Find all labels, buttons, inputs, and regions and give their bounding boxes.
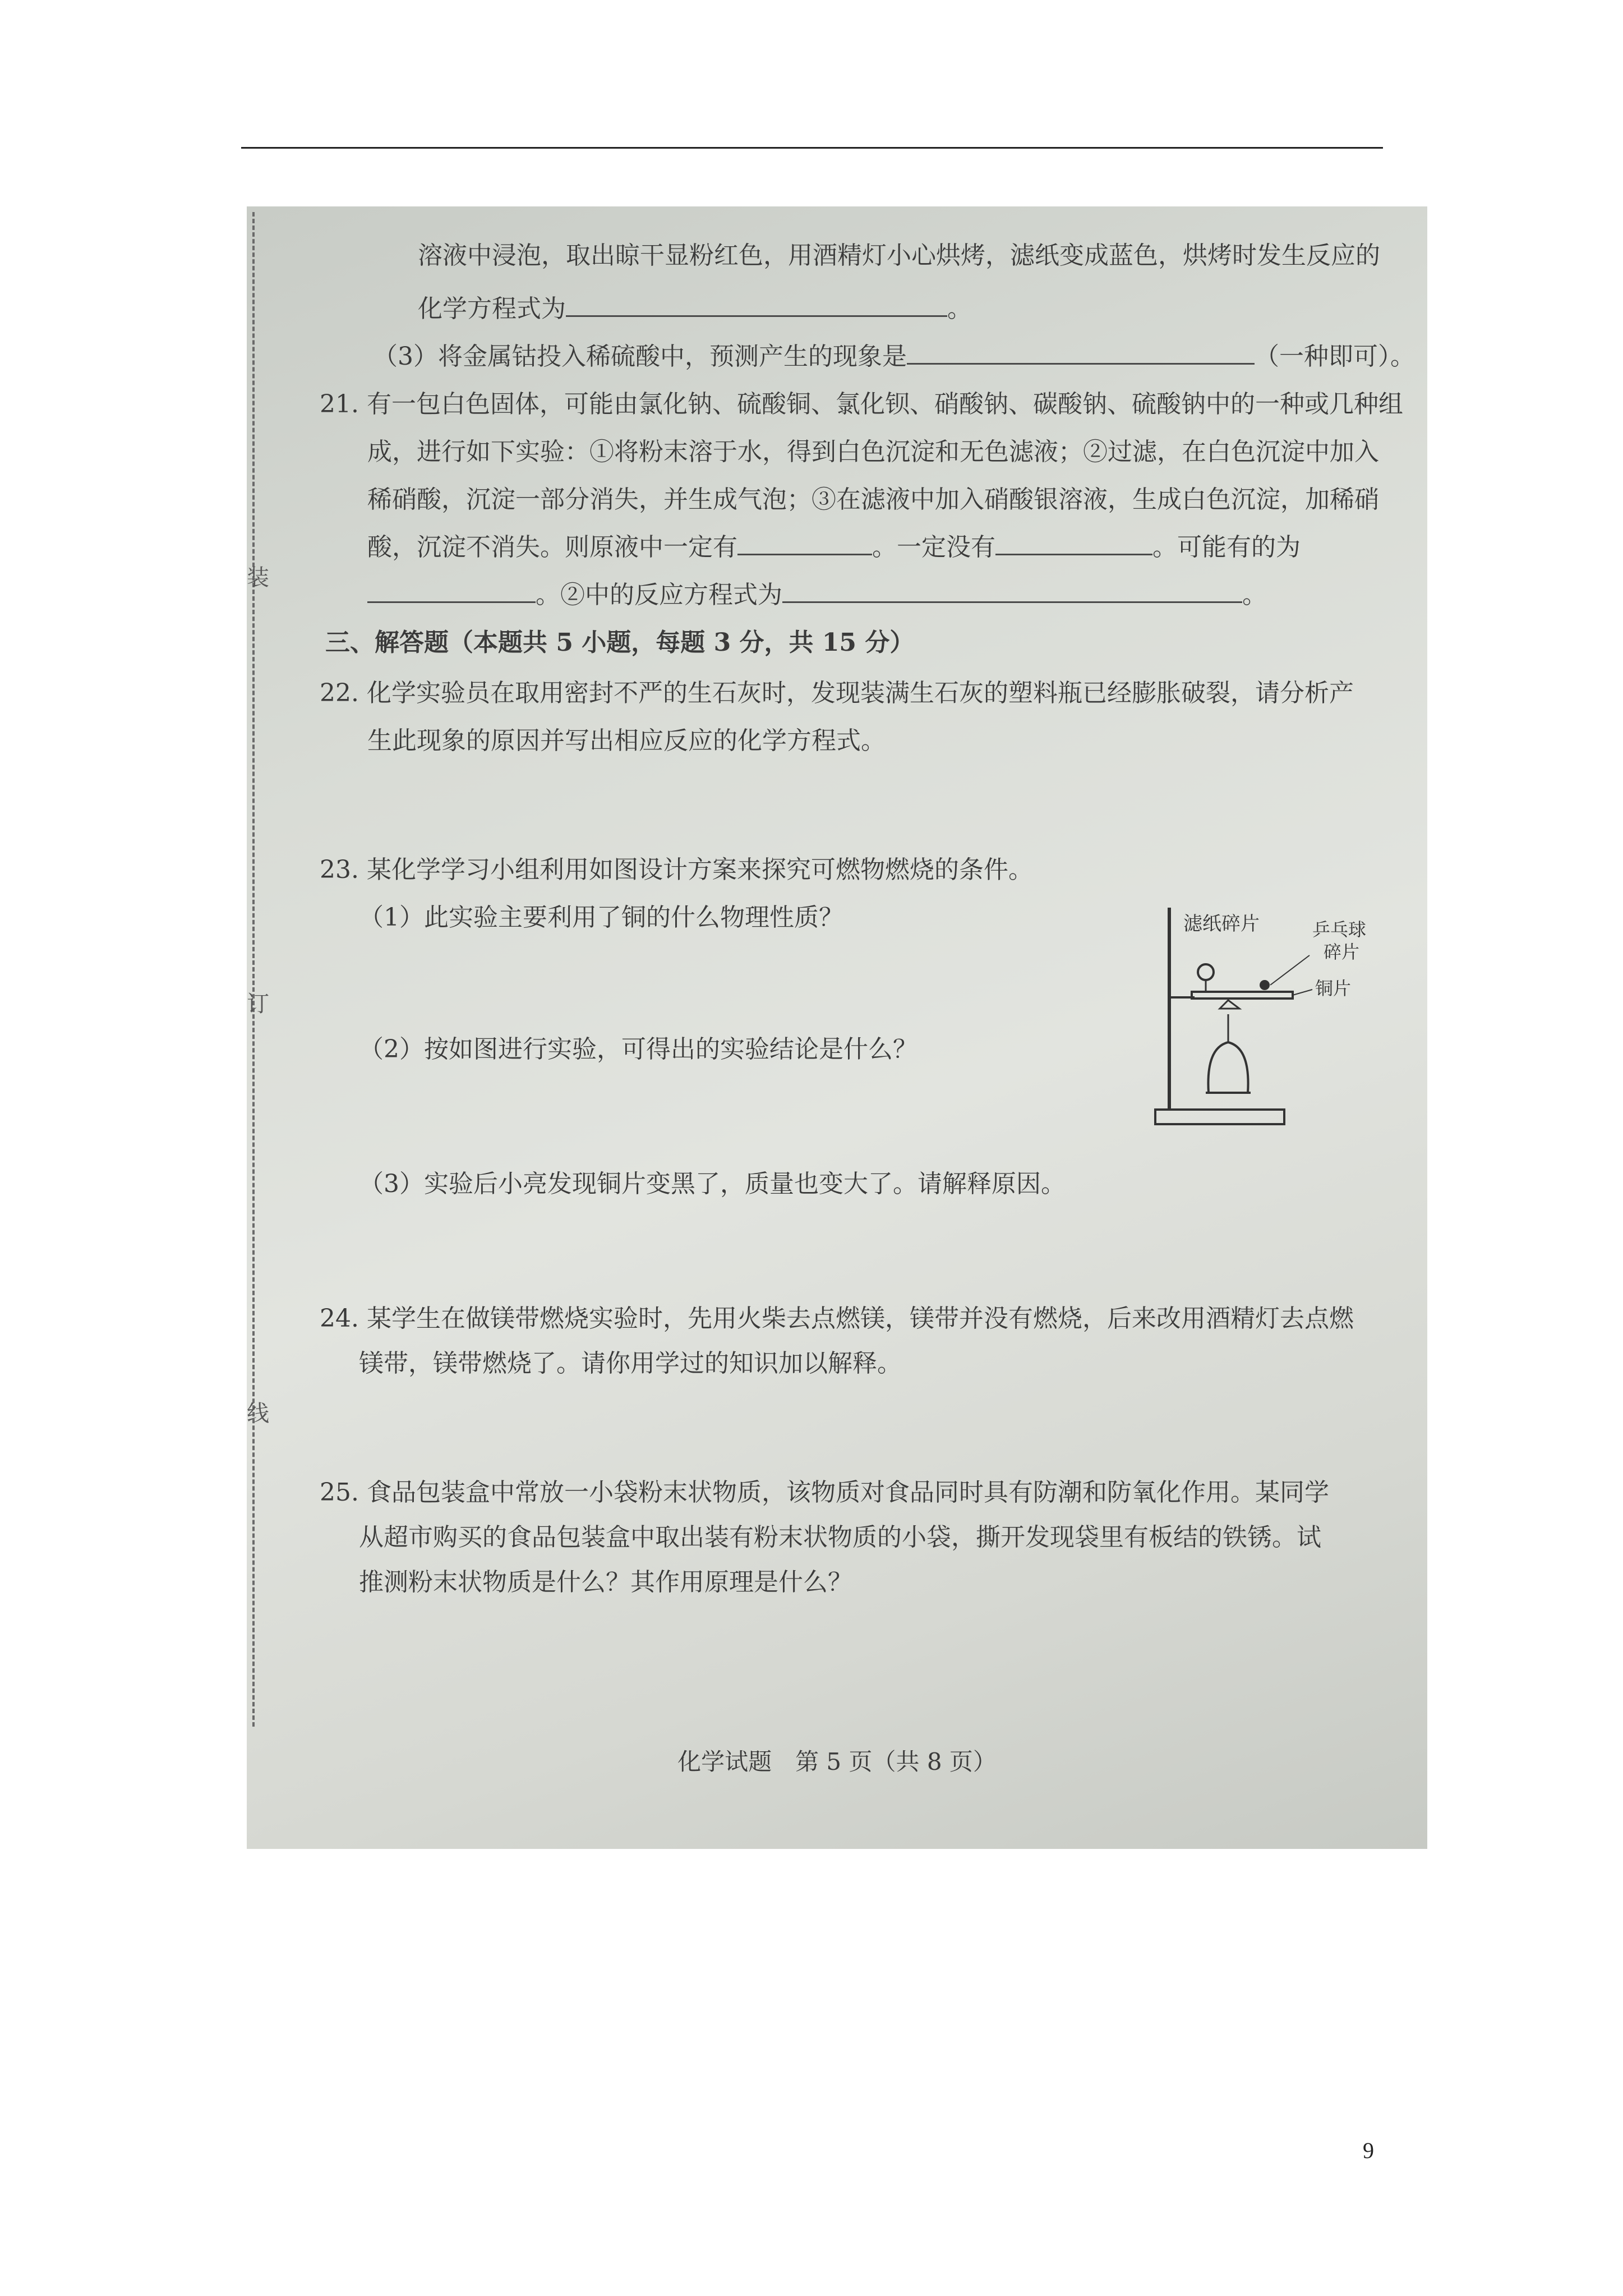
alcohol-lamp — [1208, 1042, 1248, 1093]
text-line — [373, 341, 1415, 372]
text-fragment: 。 — [1242, 581, 1267, 609]
text-fragment: 。可能有的为 — [1152, 533, 1301, 562]
question-22-line: 22. 化学实验员在取用密封不严的生石灰时，发现装满生石灰的塑料瓶已经膨胀破裂，请分析产 — [320, 679, 1354, 707]
question-21-line — [367, 579, 1267, 610]
binding-mark: 线 — [247, 1401, 269, 1427]
page-number: 9 — [1363, 2138, 1374, 2163]
exam-page-photo — [247, 206, 1427, 1849]
question-21-line: 21. 有一包白色固体，可能由氯化钠、硫酸铜、氯化钡、硝酸钠、碳酸钠、硫酸钠中的一种或几种组 — [320, 390, 1403, 418]
text-fragment: 。②中的反应方程式为 — [536, 581, 782, 609]
question-21-line: 稀硝酸，沉淀一部分消失，并生成气泡；③在滤液中加入硝酸银溶液，生成白色沉淀，加稀硝 — [367, 485, 1379, 514]
binding-mark: 订 — [247, 991, 269, 1017]
text-fragment: （一种即可）。 — [1255, 342, 1415, 371]
text-fragment: 。 — [947, 295, 972, 323]
header-rule — [241, 147, 1383, 149]
label-filter-paper: 滤纸碎片 — [1183, 913, 1260, 935]
answer-blank[interactable] — [782, 582, 1242, 603]
answer-blank[interactable] — [995, 535, 1152, 555]
text-line — [418, 293, 972, 324]
question-24-line: 镁带，镁带燃烧了。请你用学过的知识加以解释。 — [359, 1349, 902, 1378]
label-copper: 铜片 — [1315, 978, 1352, 999]
binding-mark: 装 — [247, 565, 269, 591]
question-25-line: 25. 食品包装盒中常放一小袋粉末状物质，该物质对食品同时具有防潮和防氧化作用。某同学 — [320, 1478, 1329, 1507]
answer-blank[interactable] — [566, 296, 947, 317]
stand-base — [1155, 1110, 1284, 1124]
flame — [1220, 1000, 1239, 1009]
question-23-part-3: （3）实验后小亮发现铜片变黑了，质量也变大了。请解释原因。 — [359, 1170, 1066, 1198]
label-pingpong-2: 碎片 — [1324, 941, 1360, 963]
section-heading: 三、解答题（本题共 5 小题，每题 3 分，共 15 分） — [325, 628, 915, 657]
question-22-line: 生此现象的原因并写出相应反应的化学方程式。 — [367, 726, 886, 755]
copper-sheet — [1192, 992, 1293, 999]
question-25-line: 推测粉末状物质是什么？其作用原理是什么？ — [359, 1568, 852, 1596]
question-21-line — [367, 532, 1301, 563]
text-fragment: 酸，沉淀不消失。则原液中一定有 — [367, 533, 737, 562]
question-24-line: 24. 某学生在做镁带燃烧实验时，先用火柴去点燃镁，镁带并没有燃烧，后来改用酒精灯去点燃 — [320, 1304, 1354, 1333]
combustion-apparatus-figure — [1144, 902, 1396, 1138]
text-fragment: 。一定没有 — [872, 533, 995, 562]
filter-paper-piece — [1198, 964, 1214, 980]
answer-blank[interactable] — [367, 582, 536, 603]
text-fragment: 化学方程式为 — [418, 295, 566, 323]
question-25-line: 从超市购买的食品包装盒中取出装有粉末状物质的小袋，撕开发现袋里有板结的铁锈。试 — [359, 1523, 1321, 1552]
question-23-part-2: （2）按如图进行实验，可得出的实验结论是什么？ — [359, 1035, 917, 1064]
page-footer: 化学试题 第 5 页（共 8 页） — [677, 1748, 997, 1775]
text-line: 溶液中浸泡，取出晾干显粉红色，用酒精灯小心烘烤，滤纸变成蓝色，烘烤时发生反应的 — [418, 241, 1380, 270]
question-23-stem: 23. 某化学学习小组利用如图设计方案来探究可燃物燃烧的条件。 — [320, 855, 1033, 884]
text-fragment: （3）将金属钴投入稀硫酸中，预测产生的现象是 — [373, 342, 907, 371]
answer-blank[interactable] — [907, 344, 1255, 365]
label-pingpong: 乒乓球 — [1312, 919, 1367, 940]
question-23-part-1: （1）此实验主要利用了铜的什么物理性质？ — [359, 903, 843, 932]
pingpong-piece — [1260, 980, 1270, 990]
binding-line — [252, 212, 257, 1727]
question-21-line: 成，进行如下实验：①将粉末溶于水，得到白色沉淀和无色滤液；②过滤，在白色沉淀中加入 — [367, 438, 1379, 466]
answer-blank[interactable] — [737, 535, 872, 555]
